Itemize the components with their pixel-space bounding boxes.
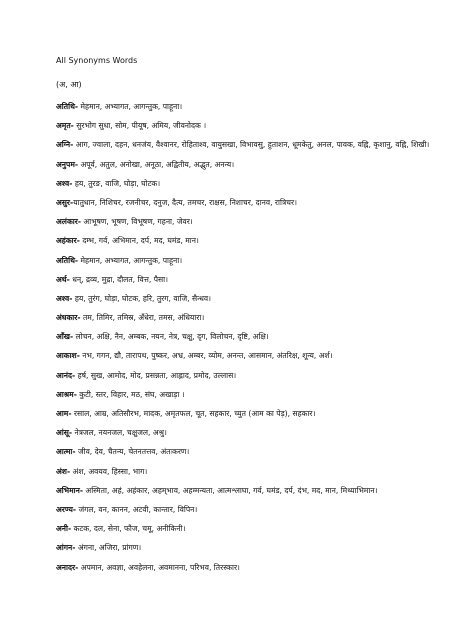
entry-headword: अलंकार (56, 217, 78, 227)
entry-separator: - (69, 293, 73, 303)
entry-separator: - (77, 313, 81, 323)
synonym-entry (56, 389, 448, 401)
synonym-entry (56, 235, 448, 247)
entry-separator: - (76, 351, 80, 361)
entry-synonyms: हय, तुरङ, वाजि, घोड़ा, घोटक। (72, 178, 161, 188)
synonym-entry (56, 312, 448, 324)
entry-separator: - (74, 102, 79, 111)
entry-synonyms: रसाल, आम्र, अतिसौरभ, मादक, अमृतफल, चूत, सहकार, च्युत (आम का पेड़), सहकार। (71, 409, 316, 418)
synonym-entry (56, 255, 448, 267)
entry-headword: अग्नि (56, 140, 71, 150)
entry-separator: - (77, 217, 82, 227)
entry-separator: - (67, 524, 72, 534)
entry-headword: असुर (56, 197, 71, 207)
entry-synonyms: अंश, अवयव, हिस्सा, भाग। (70, 466, 148, 476)
entry-synonyms: हय, तुरंग, घोड़ा, घोटक, हरि, तुरग, वाजि, सैन्धव। (72, 293, 211, 303)
entry-headword: आश्रम (56, 389, 74, 399)
synonym-entry (56, 446, 448, 458)
entry-synonyms: अपूर्व, अतुल, अनोखा, अनूठा, अद्वितीय, अद्भुत, अनन्य। (78, 159, 235, 169)
synonym-entry (56, 427, 448, 439)
synonym-entry (56, 120, 448, 132)
entry-separator: - (72, 504, 77, 514)
entry-headword: आंगन (56, 543, 73, 553)
entry-headword: आत्मा (56, 447, 73, 457)
entry-separator: - (68, 409, 72, 418)
entry-separator: - (69, 332, 74, 342)
entry-synonyms: सुरभोग सुधा, सोम, पीयूष, अमिय, जीवनोदक । (73, 121, 207, 131)
entry-synonyms: धन्, द्रव्य, मुद्रा, दौलत, वित्त, पैसा। (69, 274, 169, 284)
synonym-entry (56, 293, 448, 305)
synonym-entry (56, 331, 448, 343)
synonym-entry (56, 139, 448, 151)
entry-separator: - (66, 274, 70, 284)
entry-separator: - (70, 121, 74, 131)
entry-separator: - (70, 197, 74, 207)
entry-headword: आनंद (56, 370, 73, 380)
synonym-entry (56, 197, 448, 209)
synonym-entry (56, 408, 448, 420)
synonym-entry (56, 350, 448, 362)
entry-synonyms: नभ, गगन, द्यौ, तारापथ, पुष्कर, अभ्र, अम्बर, व्योम, अनन्त, आसमान, अंतरिक्ष, शून्य, अर्श। (79, 351, 333, 361)
synonym-entry (56, 523, 448, 535)
entry-headword: आकाश (56, 351, 77, 361)
entry-separator: - (73, 389, 77, 399)
synonym-entry (56, 370, 448, 382)
entry-synonyms: हर्ष, सुख, आमोद, मोद, प्रसन्नता, आह्लाद, प्रमोद, उल्लास। (75, 370, 237, 380)
entry-headword: अंश (56, 466, 67, 476)
section-subtitle: (अ, आ) (56, 80, 82, 89)
entry-headword: आँख (56, 332, 70, 342)
entry-separator: - (66, 466, 71, 476)
entry-headword: अनी (56, 524, 68, 534)
entry-synonyms: कुटी, स्तर, विहार, मठ, संघ, अखाड़ा । (76, 389, 185, 399)
entry-separator: - (68, 428, 73, 438)
entry-separator: - (72, 370, 76, 380)
entry-synonyms: दम्भ, गर्व, अभिमान, दर्प, मद, घमंड, मान। (79, 236, 199, 246)
entry-synonyms: मेहमान, अभ्यागत, आगन्तुक, पाहूना। (78, 102, 183, 111)
entry-synonyms: मेहमान, अभ्यागत, आगन्तुक, पाहूना। (78, 255, 183, 265)
entry-synonyms: जीव, देव, चैतन्य, चेतनतत्तव, अंतःकरण। (75, 447, 190, 457)
entry-synonyms: अपमान, अवज्ञा, अवहेलना, अवमानना, परिभव, तिरस्कार। (78, 562, 240, 572)
entry-synonyms: जंगल, वन, कानन, अटवी, कान्तार, विपिन। (76, 504, 198, 514)
synonym-entry (56, 504, 448, 516)
entry-synonyms: आग, ज्वाला, दहन, धनजंय, वैश्वानर, रोहिताश्व, वायुसखा, विभावसु, हुताशन, धूमकेतु, अनल, पावक, वह्नि, कृशानु, वह्नि, शिखी। (73, 140, 430, 150)
entry-separator: - (72, 447, 76, 457)
synonym-entry (56, 274, 448, 286)
entry-headword: अतिथि (56, 102, 75, 111)
synonym-entry (56, 216, 448, 228)
entry-headword: अर्थ (56, 274, 67, 284)
synonym-entry (56, 466, 448, 478)
entry-headword: अनुपम (56, 159, 75, 169)
entry-headword: आम (56, 409, 69, 418)
entry-separator: - (70, 140, 74, 150)
synonym-entry (56, 159, 448, 171)
entry-headword: अश्व (56, 178, 70, 188)
entry-separator: - (72, 543, 76, 553)
entry-separator: - (69, 178, 73, 188)
entry-separator: - (76, 236, 80, 246)
entry-headword: अमृत (56, 121, 71, 131)
entry-separator: - (74, 255, 79, 265)
entry-headword: अभिमान (56, 485, 80, 495)
entry-synonyms: नेत्रजल, नयनजल, चक्षुजल, अश्रु। (72, 428, 167, 438)
entry-headword: अहंकार (56, 236, 77, 246)
entry-synonyms: लोचन, अक्षि, नैन, अम्बक, नयन, नेत्र, चक्षु, दृग, विलोचन, दृष्टि, अक्षि। (73, 332, 269, 342)
entry-headword: अंधकार (56, 313, 78, 323)
entry-headword: अतिथि (56, 255, 75, 265)
entry-synonyms: तम, तिमिर, तमिस्र, अँधेरा, तमस, अंधियारा। (80, 313, 205, 323)
entry-headword: आंसू (56, 428, 69, 438)
synonym-entry (56, 485, 448, 497)
entry-synonyms: अस्मिता, अहं, अहंकार, अहम्‌भाव, अहम्मन्यता, आत्मश्लाघा, गर्व, घमंड, दर्प, दंभ, मद, मान, मिथ्याभिमान। (83, 485, 378, 495)
entry-headword: अनादर (56, 562, 76, 572)
synonym-entry (56, 101, 448, 113)
entry-separator: - (79, 485, 83, 495)
entry-headword: अरण्य (56, 504, 73, 514)
entry-synonyms: अंगना, अजिरा, प्रांगण। (75, 543, 142, 553)
entry-synonyms: यातुधान, निशिचर, रजनीचर, दनुज, दैत्य, तमचर, राक्षस, निशाचर, दानव, रात्रिचर। (73, 197, 297, 207)
entry-synonyms: कटक, दल, सेना, फौज, चमू, अनीकिनी। (71, 524, 186, 534)
entry-synonyms: आभूषण, भूषण, विभूषण, गहना, जेवर। (81, 217, 193, 227)
entry-separator: - (75, 562, 79, 572)
synonym-entry (56, 542, 448, 554)
document-title: All Synonyms Words (56, 56, 138, 65)
entry-headword: अश्व (56, 293, 70, 303)
synonym-entry (56, 562, 448, 574)
synonym-list (56, 101, 448, 581)
synonym-entry (56, 178, 448, 190)
entry-separator: - (74, 159, 79, 169)
